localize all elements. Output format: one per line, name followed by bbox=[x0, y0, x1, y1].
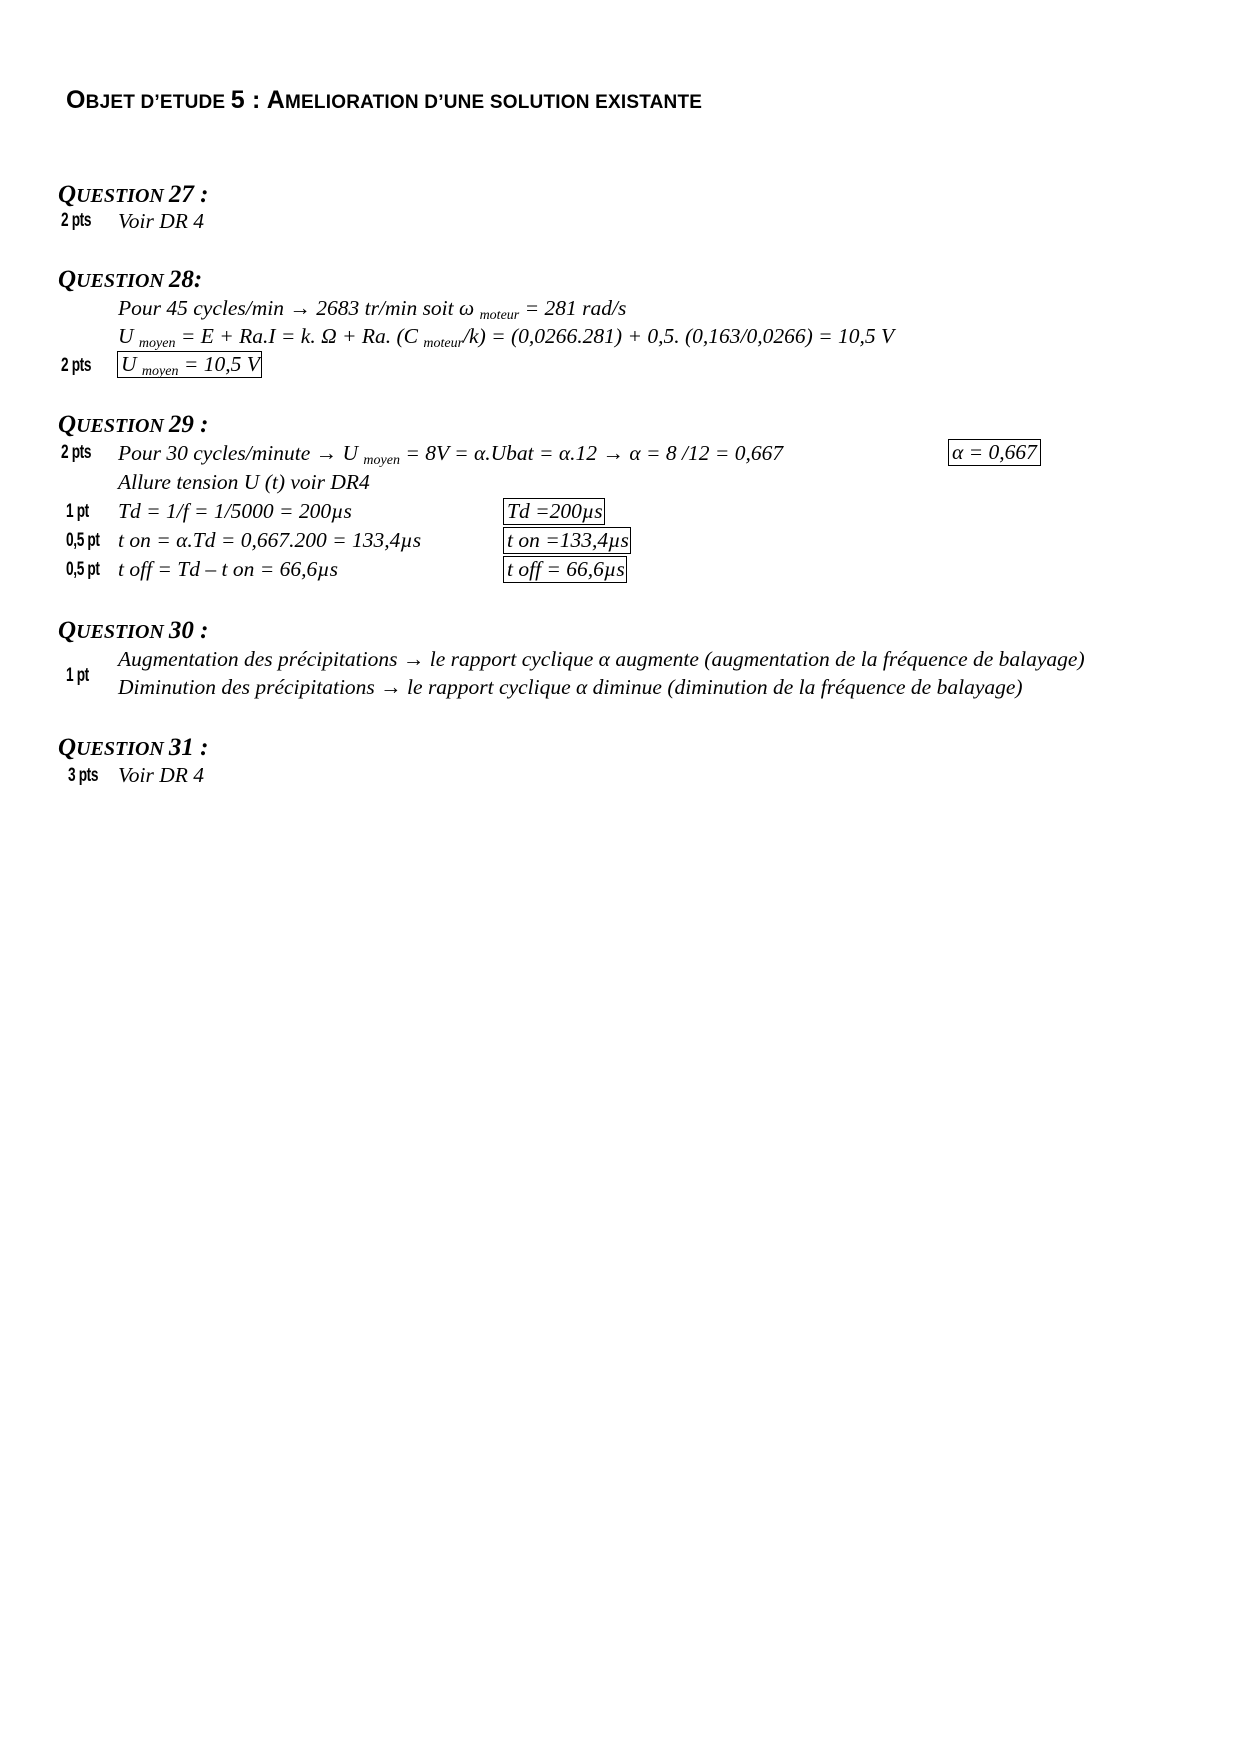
arrow-right-icon: → bbox=[380, 675, 402, 699]
question-28-heading: QUESTION 28: bbox=[58, 266, 203, 293]
question-30-heading: QUESTION 30 : bbox=[58, 617, 209, 644]
question-28-line-2: U moyen = E + Ra.I = k. Ω + Ra. (C moteur/k) = (0,0266.281) + 0,5. (0,163/0,0266) = 10,5 V bbox=[118, 324, 895, 351]
question-29-points-c: 0,5 pt bbox=[66, 530, 100, 551]
question-31-heading: QUESTION 31 : bbox=[58, 734, 209, 761]
question-29-points-b: 1 pt bbox=[66, 501, 89, 522]
arrow-right-icon: → bbox=[602, 441, 624, 465]
question-29-line-4: t on = α.Td = 0,667.200 = 133,4µs bbox=[118, 528, 422, 552]
question-29-line-2: Allure tension U (t) voir DR4 bbox=[118, 470, 370, 494]
question-27-answer: Voir DR 4 bbox=[118, 209, 204, 233]
arrow-right-icon: → bbox=[289, 296, 311, 320]
question-30-points: 1 pt bbox=[66, 665, 89, 686]
question-29-line-5: t off = Td – t on = 66,6µs bbox=[118, 557, 338, 581]
question-29-line-3: Td = 1/f = 1/5000 = 200µs bbox=[118, 499, 352, 523]
question-31-answer: Voir DR 4 bbox=[118, 763, 204, 787]
question-30-line-1: Augmentation des précipitations → le rapport cyclique α augmente (augmentation de la fréquence de balayage) bbox=[118, 647, 1085, 671]
page-title: OBJET D’ETUDE 5 : AMELIORATION D’UNE SOLUTION EXISTANTE bbox=[66, 86, 703, 114]
arrow-right-icon: → bbox=[402, 647, 425, 671]
alpha-result-box: α = 0,667 bbox=[948, 439, 1041, 466]
question-27-heading: QUESTION 27 : bbox=[58, 181, 209, 208]
toff-result-box: t off = 66,6µs bbox=[503, 556, 627, 583]
question-31-points: 3 pts bbox=[68, 765, 99, 786]
question-29-points-d: 0,5 pt bbox=[66, 559, 100, 580]
td-result-box: Td =200µs bbox=[503, 498, 605, 525]
question-29-line-1: Pour 30 cycles/minute → U moyen = 8V = α.Ubat = α.12 → α = 8 /12 = 0,667 bbox=[118, 441, 784, 468]
question-27-points: 2 pts bbox=[61, 210, 92, 231]
question-28-line-1: Pour 45 cycles/min → 2683 tr/min soit ω moteur = 281 rad/s bbox=[118, 296, 627, 323]
question-29-points-a: 2 pts bbox=[61, 442, 92, 463]
arrow-right-icon: → bbox=[315, 441, 338, 465]
question-28-result-box: U moyen = 10,5 V bbox=[117, 351, 262, 378]
question-30-line-2: Diminution des précipitations → le rapport cyclique α diminue (diminution de la fréquence de balayage) bbox=[118, 675, 1023, 699]
question-28-points: 2 pts bbox=[61, 355, 92, 376]
ton-result-box: t on =133,4µs bbox=[503, 527, 631, 554]
question-29-heading: QUESTION 29 : bbox=[58, 411, 209, 438]
